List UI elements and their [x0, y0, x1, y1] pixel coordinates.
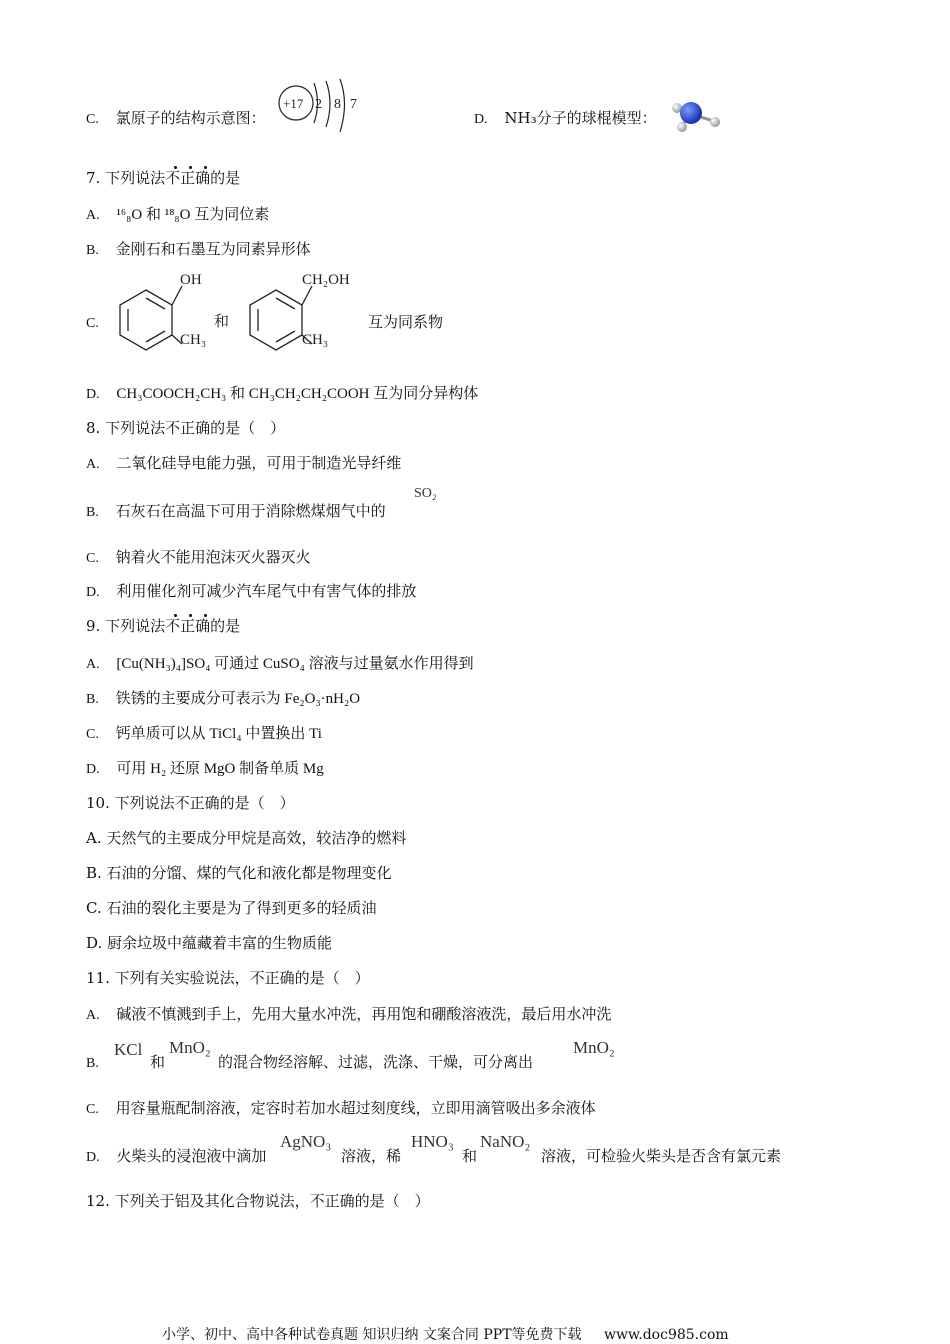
nucleus-charge: +17 — [283, 96, 304, 111]
q11-option-d-text3: 溶液，可检验火柴头是否含有氯元素 — [541, 1147, 782, 1165]
agno3-formula: AgNO₃ — [280, 1132, 332, 1151]
stem-prefix: 9. 下列说法 — [86, 617, 166, 635]
option-label: C. — [86, 316, 99, 331]
q8-option-b — [86, 501, 386, 523]
footer-url[interactable]: www.doc985.com — [603, 1327, 729, 1343]
option-text: ¹⁶₈O 和 ¹⁸₈O 互为同位素 — [116, 207, 270, 223]
option-label: B. — [86, 243, 99, 258]
q10-stem: 10. 下列说法不正确的是（ ） — [86, 794, 295, 812]
stem-prefix: 7. 下列说法 — [86, 169, 166, 187]
q7-option-d — [86, 383, 478, 405]
option-label: D. — [86, 762, 100, 777]
option-label: B. — [86, 692, 99, 707]
stem-suffix: 的是 — [210, 169, 241, 187]
q11-option-a — [86, 1004, 611, 1026]
mol2-top-group: CH₂OH — [302, 272, 350, 288]
q11-option-b-text: 的混合物经溶解、过滤，洗涤、干燥，可分离出 — [218, 1053, 534, 1071]
mol2-bottom-group: CH₃ — [302, 332, 329, 348]
kcl-formula: KCl — [114, 1040, 143, 1059]
q10-option-b: B. 石油的分馏、煤的气化和液化都是物理变化 — [86, 864, 392, 882]
option-text: 钠着火不能用泡沫灭火器灭火 — [115, 548, 311, 566]
q9-option-c — [86, 723, 322, 745]
footer-text: 小学、初中、高中各种试卷真题 知识归纳 文案合同 PPT等免费下载 — [162, 1327, 582, 1343]
option-text: NH₃分子的球棍模型： — [504, 109, 657, 127]
option-text: 碱液不慎溅到手上，先用大量水冲洗，再用饱和硼酸溶液洗，最后用水冲洗 — [116, 1005, 612, 1023]
option-label: B. — [86, 505, 99, 520]
q8-stem: 8. 下列说法不正确的是（ ） — [86, 419, 286, 437]
option-text: 铁锈的主要成分可表示为 Fe₂O₃·nH₂O — [115, 691, 361, 707]
mol1-bottom-group: CH₃ — [180, 332, 207, 348]
q11-option-b-label — [86, 1052, 99, 1074]
q12-stem: 12. 下列关于铝及其化合物说法，不正确的是（ ） — [86, 1192, 430, 1210]
option-label: C. — [86, 727, 99, 742]
shell-3-electrons: 7 — [350, 97, 357, 112]
mno2-formula: MnO₂ — [573, 1038, 615, 1057]
q9-option-d — [86, 758, 324, 780]
q10-option-d: D. 厨余垃圾中蕴藏着丰富的生物质能 — [86, 934, 333, 952]
option-label: D. — [86, 585, 100, 600]
and-word: 和 — [150, 1053, 166, 1071]
option-text: 石灰石在高温下可用于消除燃煤烟气中的 — [115, 502, 386, 520]
q10-option-c: C. 石油的裂化主要是为了得到更多的轻质油 — [86, 899, 377, 917]
stem-suffix: 的是 — [210, 617, 241, 635]
option-label: C. — [86, 1102, 99, 1117]
option-text: 金刚石和石墨互为同素异形体 — [115, 240, 311, 258]
option-text: 可用 H₂ 还原 MgO 制备单质 Mg — [116, 761, 324, 777]
mno2-formula: MnO₂ — [169, 1038, 211, 1057]
option-label: A. — [86, 208, 100, 223]
option-label: C. — [86, 551, 99, 566]
hno3-formula: HNO₃ — [411, 1132, 454, 1151]
q9-stem — [86, 616, 240, 636]
q7-option-b — [86, 239, 311, 261]
q9-option-b — [86, 688, 360, 710]
q11-option-c — [86, 1098, 596, 1120]
stem-emphasis: 不正确 — [165, 165, 210, 187]
and-word: 和 — [214, 312, 230, 330]
q9-option-a — [86, 653, 474, 675]
q11-option-d-text2: 溶液，稀 — [341, 1147, 402, 1165]
q11-option-d — [86, 1146, 266, 1168]
option-label: A. — [86, 657, 100, 672]
option-label: D. — [474, 112, 488, 127]
mol1-top-group: OH — [180, 272, 202, 288]
so2-formula: SO₂ — [414, 486, 437, 501]
page-footer — [162, 1324, 729, 1344]
option-text: 二氧化硅导电能力强，可用于制造光导纤维 — [116, 454, 402, 472]
option-text: 钙单质可以从 TiCl₄ 中置换出 Ti — [115, 726, 322, 742]
q7-stem — [86, 168, 240, 188]
q10-option-a: A. 天然气的主要成分甲烷是高效，较洁净的燃料 — [86, 829, 407, 847]
option-text: [Cu(NH₃)₄]SO₄ 可通过 CuSO₄ 溶液与过量氨水作用得到 — [116, 656, 474, 672]
option-label: B. — [86, 1056, 99, 1071]
shell-2-electrons: 8 — [334, 97, 341, 112]
q6-option-c — [86, 108, 266, 130]
option-label: C. — [86, 112, 99, 127]
option-label: D. — [86, 387, 100, 402]
nano2-formula: NaNO₂ — [480, 1132, 531, 1151]
q7-option-a — [86, 204, 269, 226]
q11-stem: 11. 下列有关实验说法，不正确的是（ ） — [86, 969, 370, 987]
q8-option-d — [86, 581, 416, 603]
stem-emphasis: 不正确 — [165, 613, 210, 635]
option-text: 用容量瓶配制溶液，定容时若加水超过刻度线，立即用滴管吸出多余液体 — [115, 1099, 596, 1117]
q8-option-c — [86, 547, 311, 569]
option-text: 火柴头的浸泡液中滴加 — [116, 1147, 267, 1165]
option-label: D. — [86, 1150, 100, 1165]
option-text: 氯原子的结构示意图： — [115, 109, 266, 127]
q7-option-c-label — [86, 312, 99, 334]
option-text: 利用催化剂可减少汽车尾气中有害气体的排放 — [116, 582, 417, 600]
q8-option-a — [86, 453, 401, 475]
option-label: A. — [86, 1008, 100, 1023]
q6-option-d — [474, 108, 657, 130]
q7-option-c-text: 互为同系物 — [368, 313, 444, 331]
option-text: CH₃COOCH₂CH₃ 和 CH₃CH₂CH₂COOH 互为同分异构体 — [116, 386, 479, 402]
option-label: A. — [86, 457, 100, 472]
nh3-ball-stick-model — [668, 98, 726, 134]
q7-structural-formulas — [106, 264, 376, 354]
and-word: 和 — [462, 1147, 478, 1165]
shell-1-electrons: 2 — [315, 97, 322, 112]
chlorine-atom-diagram — [276, 78, 366, 136]
